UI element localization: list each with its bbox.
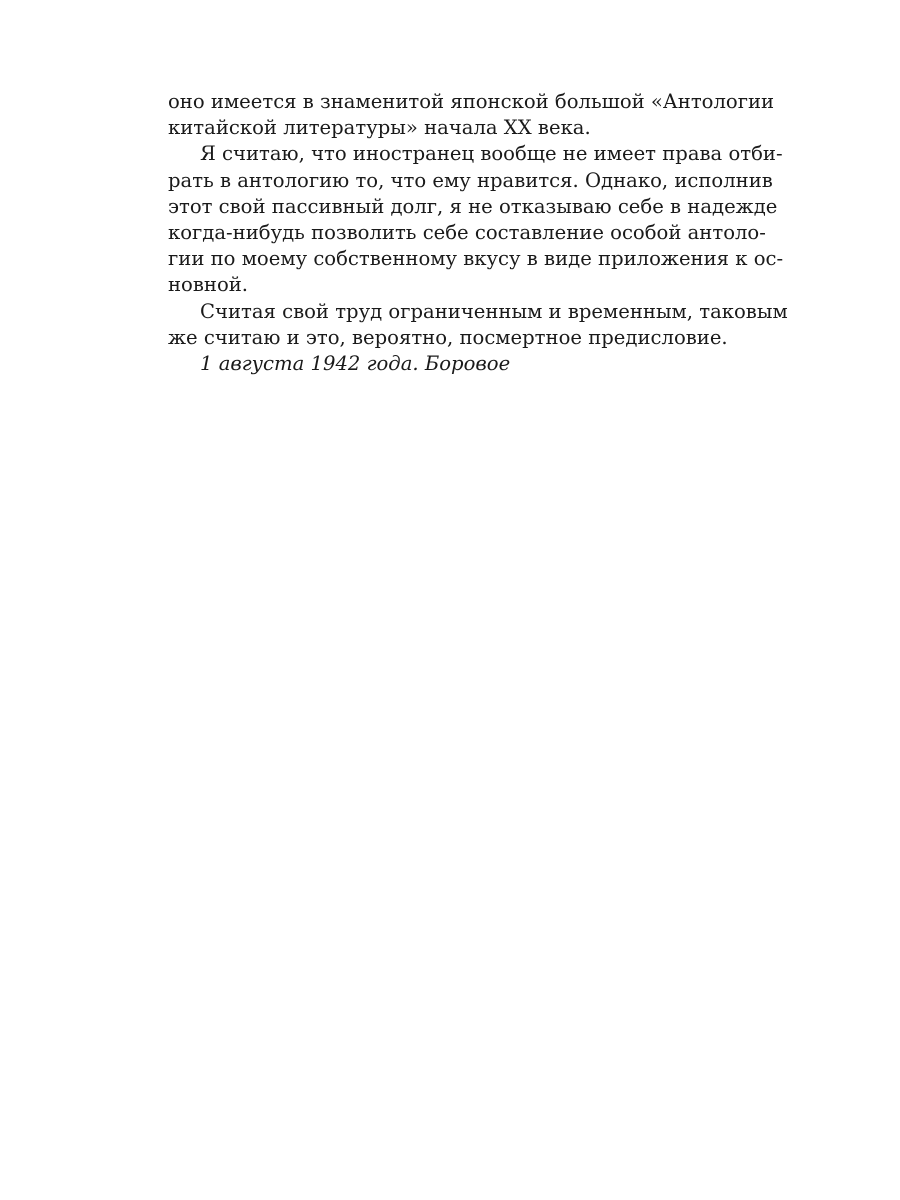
text-line: гии по моему собственному вкусу в виде приложения к ос- — [168, 247, 784, 271]
text-line: же считаю и это, вероятно, посмертное предисловие. — [168, 325, 728, 349]
text-line: когда-нибудь позволить себе составление особой антоло- — [168, 221, 766, 245]
text-line: этот свой пассивный долг, я не отказываю себе в надежде — [168, 194, 778, 218]
text-line: китайской литературы» начала XX века. — [168, 116, 591, 140]
page-body — [168, 89, 788, 377]
paragraph-2 — [168, 141, 784, 298]
text-line: оно имеется в знаменитой японской большой «Антологии — [168, 90, 775, 113]
text-line: рать в антологию то, что ему нравится. Однако, исполнив — [168, 168, 773, 192]
text-line: новной. — [168, 273, 249, 297]
paragraph-3 — [168, 299, 788, 351]
date-signature-line: 1 августа 1942 года. Боровое — [200, 352, 511, 376]
text-line: Я считаю, что иностранец вообще не имеет права отби- — [200, 142, 783, 166]
text-line: Считая свой труд ограниченным и временным, таковым — [200, 299, 788, 323]
paragraph-1 — [168, 89, 775, 141]
